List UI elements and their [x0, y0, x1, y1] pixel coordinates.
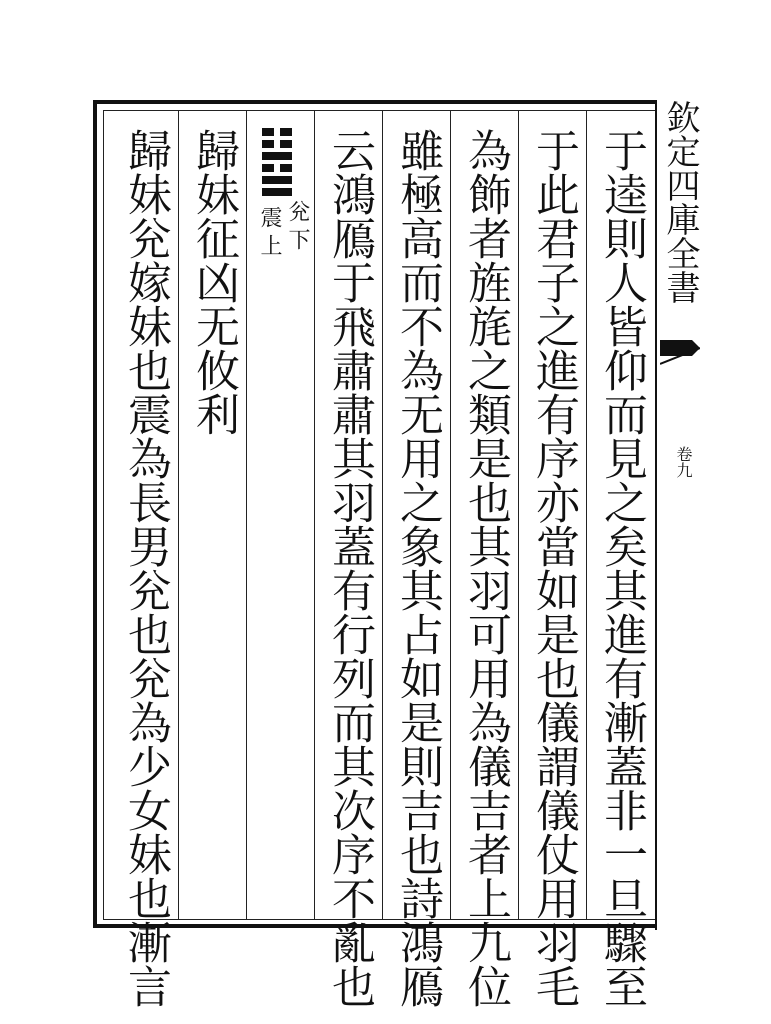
hexagram-icon — [262, 128, 292, 200]
text-column-1: 于逵則人皆仰而見之矣其進有漸蓋非一旦驟至 — [596, 128, 647, 1008]
fold-line — [655, 100, 657, 930]
hexagram-solid-line — [262, 152, 292, 160]
hexagram-broken-line — [280, 164, 292, 172]
fishtail-mark-icon — [660, 338, 700, 368]
lower-trigram-name: 兊 — [285, 200, 310, 222]
hexagram-broken-line — [262, 164, 274, 172]
hexagram-broken-line — [262, 140, 274, 148]
hexagram-broken-line — [280, 140, 292, 148]
column-rule — [314, 110, 315, 920]
judgment-text: 歸妹征凶无攸利 — [188, 128, 239, 436]
hexagram-solid-line — [262, 188, 292, 196]
lower-trigram-position: 下 — [285, 228, 310, 250]
text-column-3: 為飾者旌旄之類是也其羽可用為儀吉者上九位 — [460, 128, 511, 1008]
book-title: 欽定四庫全書 — [660, 100, 700, 304]
text-column-2: 于此君子之進有序亦當如是也儀謂儀仗用羽毛 — [528, 128, 579, 1008]
volume-label: 卷九 — [674, 446, 693, 478]
text-column-5: 云鴻鴈于飛肅肅其羽蓋有行列而其次序不亂也 — [324, 128, 375, 1008]
column-rule — [246, 110, 247, 920]
hexagram-broken-line — [280, 128, 292, 136]
upper-trigram-position: 上 — [257, 234, 282, 256]
column-rule — [178, 110, 179, 920]
commentary-text: 歸妹兊嫁妹也震為長男兊也兊為少女妹也漸言 — [120, 128, 171, 1008]
hexagram-solid-line — [262, 176, 292, 184]
hexagram-broken-line — [262, 128, 274, 136]
column-rule — [586, 110, 587, 920]
upper-trigram-name: 震 — [257, 206, 282, 228]
column-rule — [382, 110, 383, 920]
column-rule — [450, 110, 451, 920]
text-column-4: 雖極高而不為无用之象其占如是則吉也詩鴻鴈 — [392, 128, 443, 1008]
column-rule — [518, 110, 519, 920]
